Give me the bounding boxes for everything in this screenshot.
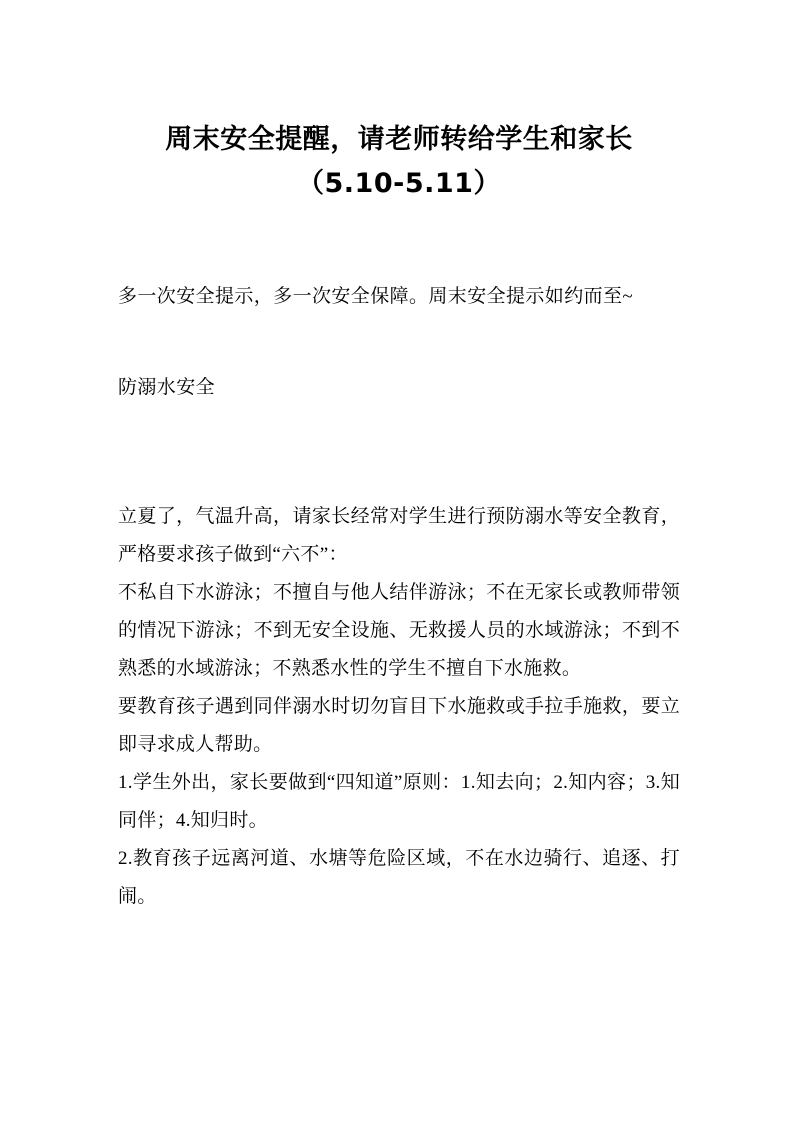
section-spacer [118, 406, 680, 498]
section-heading-drowning-safety: 防溺水安全 [118, 376, 216, 398]
body-paragraph: 不私自下水游泳；不擅自与他人结伴游泳；不在无家长或教师带领的情况下游泳；不到无安全设施、无救援人员的水域游泳；不到不熟悉的水域游泳；不熟悉水性的学生不擅自下水施救。 [118, 581, 680, 679]
page-title [118, 118, 680, 205]
page-title-line-2: （5.10-5.11） [297, 167, 501, 199]
body-paragraph: 要教育孩子遇到同伴溺水时切勿盲目下水施救或手拉手施救，要立即寻求成人帮助。 [118, 695, 680, 755]
title-spacer [118, 205, 680, 279]
body-paragraph: 立夏了，气温升高，请家长经常对学生进行预防溺水等安全教育，严格要求孩子做到“六不”： [118, 505, 680, 565]
lead-paragraph: 多一次安全提示，多一次安全保障。周末安全提示如约而至~ [118, 286, 634, 308]
page-title-line-1: 周末安全提醒，请老师转给学生和家长 [165, 124, 633, 155]
body-paragraph: 2.教育孩子远离河道、水塘等危险区域，不在水边骑行、追逐、打闹。 [118, 847, 680, 907]
lead-spacer [118, 316, 680, 370]
body-paragraph: 1.学生外出，家长要做到“四知道”原则：1.知去向；2.知内容；3.知同伴；4.知归时。 [118, 771, 680, 831]
